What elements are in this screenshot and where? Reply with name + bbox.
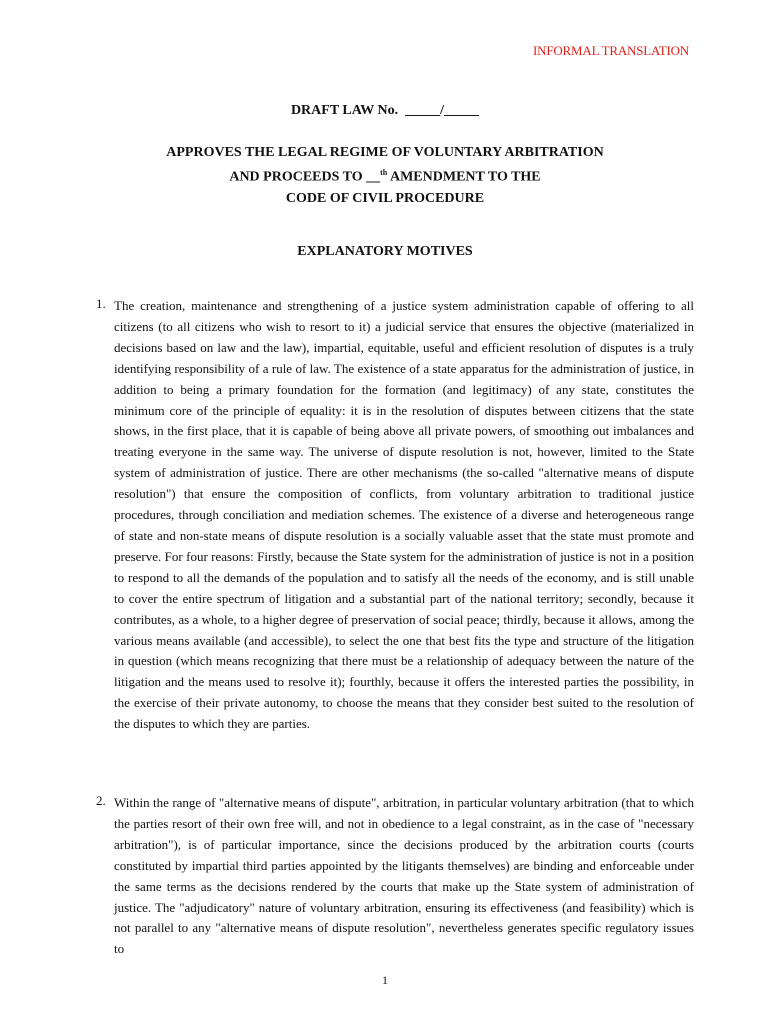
paragraph-number: 2. [96,793,106,808]
draft-law-number: DRAFT LAW No. _____/_____ [290,103,480,118]
law-title-line-1: APPROVES THE LEGAL REGIME OF VOLUNTARY ARBITRATION [166,145,604,160]
page-number: 1 [382,973,388,987]
paragraph-text: The creation, maintenance and strengthening of a justice system administration capable of offering to all citizens (to all citizens who wish to resort to it) a judicial service that ensures the objective (materialized in decisions based on law and the law), impartial, equitable, useful and efficient resolution of disputes is a truly identifying responsibility of a rule of law. The existence of a state apparatus for the administration of justice, in addition to being a primary foundation for the formation (and legitimacy) of any state, constitutes the minimum core of the principle of equality: it is in the resolution of disputes between citizens that the state shows, in the first place, that it is capable of being above all private powers, of smoothing out imbalances and treating everyone in the same way. The universe of dispute resolution is not, however, limited to the State system of administration of justice. There are other mechanisms (the so-called "alternative means of dispute resolution") that ensure the composition of conflicts, from voluntary arbitration to traditional justice procedures, through conciliation and mediation schemes. The existence of a diverse and heterogeneous range of state and non-state means of dispute resolution is a socially valuable asset that the state must promote and preserve. For four reasons: Firstly, because the State system for the administration of justice is not in a position to respond to all the demands of the population and to satisfy all the needs of the economy, and is still unable to cover the entire spectrum of litigation and a substantial part of the national territory; secondly, because it contributes, as a whole, to a higher degree of preservation of social peace; thirdly, because it allows, among the various means available (and accessible), to select the one that best fits the type and structure of the litigation in question (which means recognizing that there must be a relationship of adequacy between the nature of the litigation and the means used to resolve it); fourthly, because it offers the interested parties the possibility, in the exercise of their private autonomy, to choose the means that they consider best suited to the resolution of the disputes to which they are parties. [114,298,694,732]
law-title-line-2 [0,168,770,186]
law-title-line-3: CODE OF CIVIL PROCEDURE [285,191,485,206]
paragraph-number: 1. [96,296,106,311]
paragraph-text: Within the range of "alternative means of dispute", arbitration, in particular voluntary arbitration (that to which the parties resort of their own free will, and not in obedience to a legal constraint, as in the case of "necessary arbitration"), is of particular importance, since the decisions produced by the arbitration courts (courts constituted by impartial third parties appointed by the litigants themselves) are binding and enforceable under the same terms as the decisions rendered by the courts that make up the State system of administration of justice. The "adjudicatory" nature of voluntary arbitration, ensuring its effectiveness (and feasibility) which is not parallel to any "alternative means of dispute resolution", nevertheless generates specific regulatory issues to [114,795,694,957]
law-title-superscript: th [380,168,388,177]
law-title-line-2-pre: AND PROCEEDS TO __ [229,169,381,185]
informal-translation-label: INFORMAL TRANSLATION [533,43,689,58]
law-title-line-2-post: AMENDMENT TO THE [387,169,541,185]
section-heading: EXPLANATORY MOTIVES [297,244,473,259]
